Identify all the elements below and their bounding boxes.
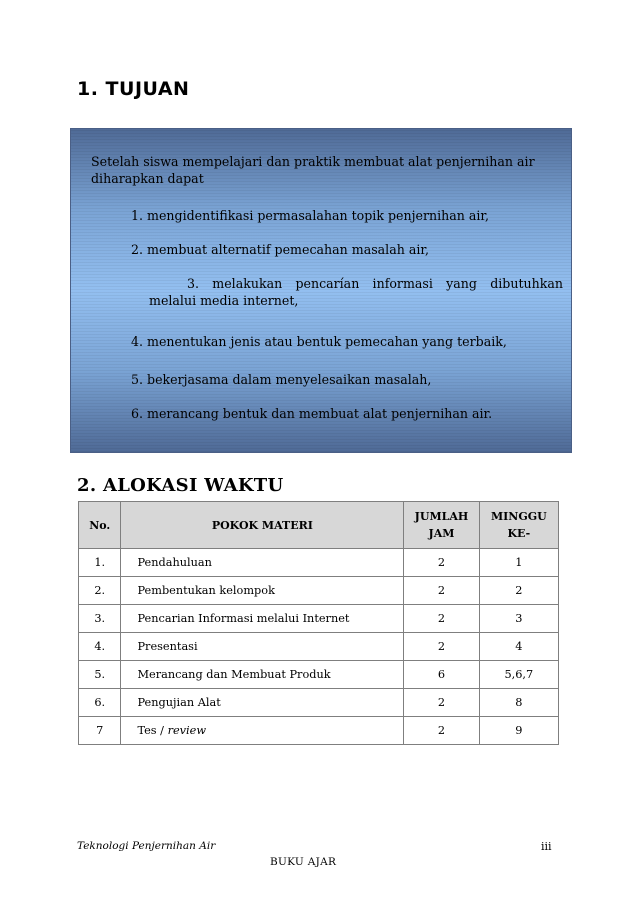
cell-no: 1. bbox=[79, 549, 121, 577]
cell-no: 6. bbox=[79, 689, 121, 717]
table-row bbox=[79, 661, 559, 689]
cell-topic-text: Tes / bbox=[137, 724, 168, 737]
cell-no: 7 bbox=[79, 717, 121, 745]
cell-hours: 2 bbox=[404, 717, 479, 745]
objective-item-5: 5. bekerjasama dalam menyelesaikan masalah, bbox=[131, 372, 432, 387]
cell-no: 3. bbox=[79, 605, 121, 633]
cell-week: 8 bbox=[479, 689, 558, 717]
table-row bbox=[79, 633, 559, 661]
objectives-box bbox=[70, 128, 572, 453]
table-row bbox=[79, 605, 559, 633]
cell-week: 3 bbox=[479, 605, 558, 633]
objectives-intro: Setelah siswa mempelajari dan praktik membuat alat penjernihan air diharapkan dapat bbox=[91, 154, 535, 186]
table-row bbox=[79, 549, 559, 577]
section-2-title: 2. ALOKASI WAKTU bbox=[77, 475, 284, 496]
objective-item-6: 6. merancang bentuk dan membuat alat penjernihan air. bbox=[131, 406, 493, 421]
table-row bbox=[79, 717, 559, 745]
section-1-title: 1. TUJUAN bbox=[77, 78, 190, 100]
footer-page-number: iii bbox=[541, 840, 552, 853]
table-row bbox=[79, 689, 559, 717]
footer-book-title: Teknologi Penjernihan Air bbox=[77, 840, 216, 852]
footer-label: BUKU AJAR bbox=[270, 856, 337, 868]
cell-hours: 6 bbox=[404, 661, 479, 689]
cell-topic: Merancang dan Membuat Produk bbox=[121, 661, 404, 689]
objective-item-3: 3. melakukan pencarían informasi yang dibutuhkan melalui media internet, bbox=[149, 276, 563, 308]
cell-week: 4 bbox=[479, 633, 558, 661]
cell-week: 2 bbox=[479, 577, 558, 605]
cell-topic: Presentasi bbox=[121, 633, 404, 661]
cell-no: 5. bbox=[79, 661, 121, 689]
cell-topic bbox=[121, 717, 404, 745]
cell-hours: 2 bbox=[404, 549, 479, 577]
header-no: No. bbox=[79, 502, 121, 549]
header-week: MINGGU KE- bbox=[479, 502, 558, 549]
cell-topic: Pendahuluan bbox=[121, 549, 404, 577]
cell-hours: 2 bbox=[404, 577, 479, 605]
cell-week: 9 bbox=[479, 717, 558, 745]
cell-hours: 2 bbox=[404, 689, 479, 717]
header-topic: POKOK MATERI bbox=[121, 502, 404, 549]
cell-topic: Pencarian Informasi melalui Internet bbox=[121, 605, 404, 633]
objective-item-2: 2. membuat alternatif pemecahan masalah air, bbox=[131, 242, 429, 257]
cell-topic: Pengujian Alat bbox=[121, 689, 404, 717]
cell-no: 4. bbox=[79, 633, 121, 661]
objective-item-1: 1. mengidentifikasi permasalahan topik penjernihan air, bbox=[131, 208, 490, 223]
cell-no: 2. bbox=[79, 577, 121, 605]
cell-week: 5,6,7 bbox=[479, 661, 558, 689]
time-allocation-table bbox=[78, 501, 559, 745]
objective-item-4: 4. menentukan jenis atau bentuk pemecahan yang terbaik, bbox=[131, 334, 507, 349]
header-hours: JUMLAH JAM bbox=[404, 502, 479, 549]
cell-hours: 2 bbox=[404, 605, 479, 633]
cell-topic-italic: review bbox=[167, 724, 207, 737]
table-row bbox=[79, 577, 559, 605]
cell-week: 1 bbox=[479, 549, 558, 577]
cell-topic: Pembentukan kelompok bbox=[121, 577, 404, 605]
cell-hours: 2 bbox=[404, 633, 479, 661]
table-header-row bbox=[79, 502, 559, 549]
